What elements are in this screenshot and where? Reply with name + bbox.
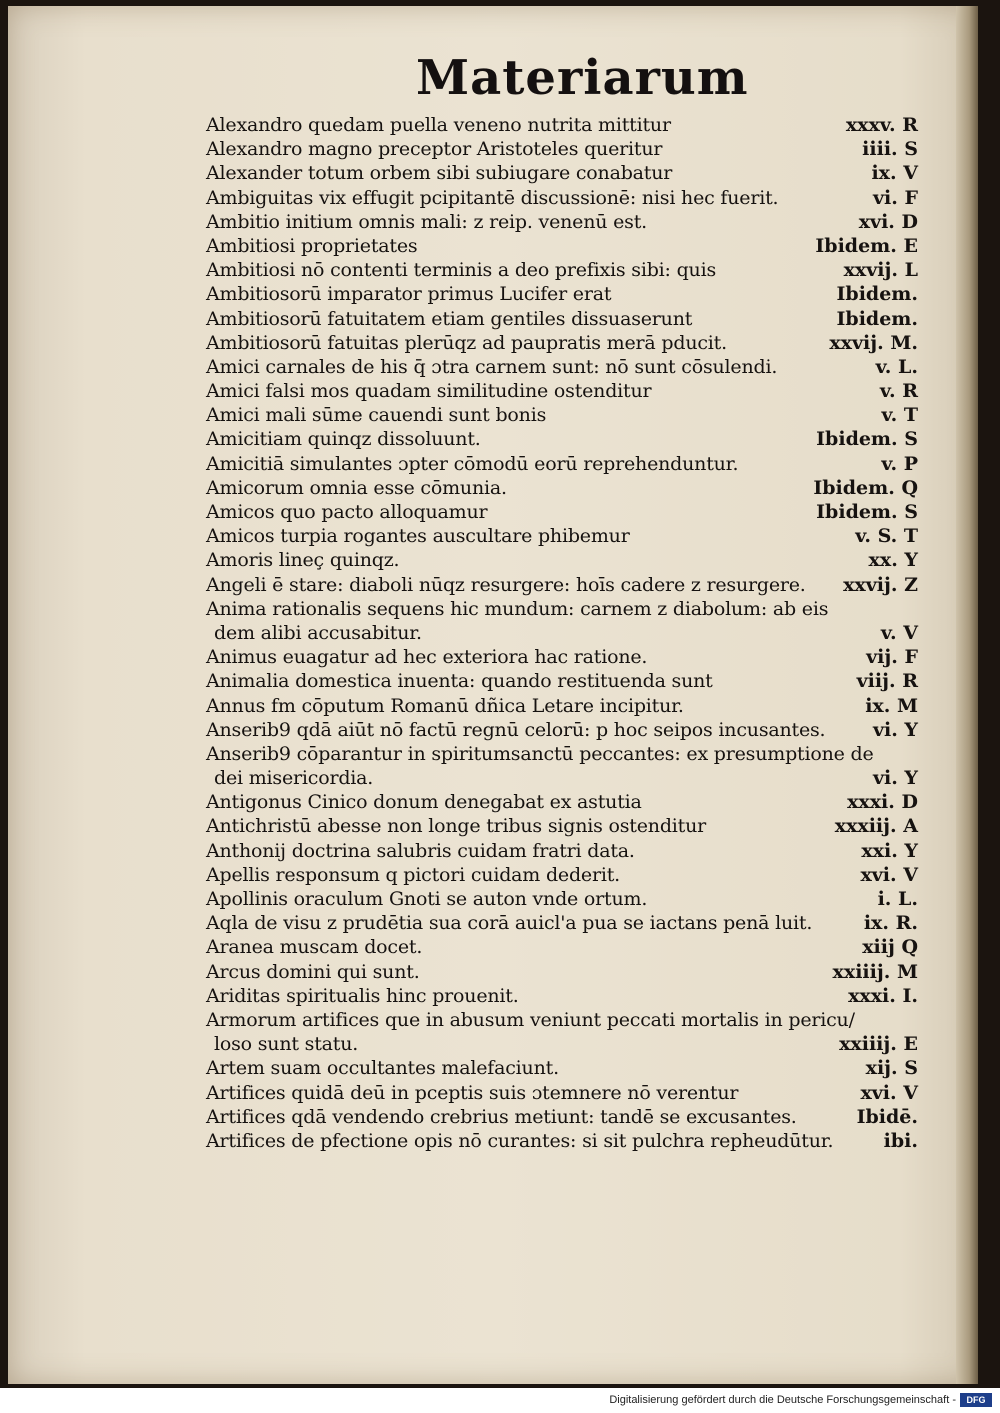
entry-reference: xxxi. D bbox=[847, 791, 918, 814]
entry-reference: xiij Q bbox=[862, 936, 918, 959]
index-entry bbox=[206, 646, 918, 670]
entry-text: dem alibi accusabitur. bbox=[214, 621, 422, 644]
index-entry bbox=[206, 1082, 918, 1106]
entry-reference: v. L. bbox=[875, 355, 918, 378]
entry-reference: xxxiij. A bbox=[834, 815, 918, 838]
entry-reference: ix. M bbox=[865, 694, 918, 717]
entry-reference: vi. F bbox=[873, 186, 918, 209]
index-entry bbox=[206, 404, 918, 428]
entry-reference: xxi. Y bbox=[861, 839, 918, 862]
entry-text: Anserib9 cōparantur in spiritumsanctū peccantes: ex presumptione de bbox=[206, 742, 874, 765]
entry-text: Animus euagatur ad hec exteriora hac ratione. bbox=[206, 646, 648, 669]
index-entry bbox=[206, 356, 918, 380]
index-entry bbox=[206, 1106, 918, 1130]
entry-text: Alexandro quedam puella veneno nutrita mittitur bbox=[206, 114, 671, 136]
entry-text: Ambitio initium omnis mali: z reip. venenū est. bbox=[206, 210, 647, 233]
index-entry bbox=[206, 840, 918, 864]
entry-reference: xxxv. R bbox=[845, 114, 918, 136]
index-entry bbox=[206, 961, 918, 985]
entry-text: Amicos turpia rogantes auscultare phibemur bbox=[206, 525, 630, 548]
index-entry bbox=[206, 815, 918, 839]
entry-reference: xxvij. M. bbox=[829, 331, 918, 354]
entry-reference: xxiiij. E bbox=[839, 1033, 918, 1056]
entry-text: Amicitiam quinqz dissoluunt. bbox=[206, 428, 481, 451]
index-entry bbox=[206, 598, 918, 622]
index-entry bbox=[206, 670, 918, 694]
entry-reference: v. S. T bbox=[855, 525, 918, 548]
entry-text: Ambiguitas vix effugit pcipitantē discussionē: nisi hec fuerit. bbox=[206, 186, 779, 209]
entry-text: Antichristū abesse non longe tribus signis ostenditur bbox=[206, 815, 707, 838]
index-entry bbox=[206, 864, 918, 888]
index-entry bbox=[206, 912, 918, 936]
index-entry bbox=[206, 888, 918, 912]
entry-reference: v. T bbox=[881, 404, 918, 427]
index-entry bbox=[206, 622, 918, 646]
index-entry bbox=[206, 549, 918, 573]
entry-reference: ix. V bbox=[871, 162, 918, 185]
index-entry bbox=[206, 380, 918, 404]
entry-reference: v. V bbox=[880, 621, 918, 644]
index-entry bbox=[206, 138, 918, 162]
entry-text: Anima rationalis sequens hic mundum: carnem z diabolum: ab eis bbox=[206, 597, 829, 620]
entry-reference: Ibidem. bbox=[836, 307, 918, 330]
footer bbox=[0, 1388, 1000, 1413]
entry-reference: v. P bbox=[881, 452, 918, 475]
entry-text: Angeli ē stare: diaboli nūqz resurgere: hoīs cadere z resurgere. bbox=[206, 573, 806, 596]
entry-text: Alexandro magno preceptor Aristoteles queritur bbox=[206, 138, 663, 161]
entry-text: Anserib9 qdā aiūt nō factū regnū celorū: p hoc seipos incusantes. bbox=[206, 718, 826, 741]
index-entry bbox=[206, 477, 918, 501]
index-entry bbox=[206, 308, 918, 332]
entry-text: Artifices quidā deū in pceptis suis ɔtemnere nō verentur bbox=[206, 1081, 739, 1104]
entry-text: Amici falsi mos quadam similitudine ostenditur bbox=[206, 380, 652, 403]
entry-reference: i. L. bbox=[877, 888, 918, 910]
index-entry bbox=[206, 259, 918, 283]
entry-text: Arcus domini qui sunt. bbox=[206, 960, 420, 983]
entry-reference: Ibidem. E bbox=[815, 234, 918, 257]
entry-text: Artifices de pfectione opis nō curantes: si sit pulchra repheudūtur. bbox=[206, 1129, 834, 1152]
entry-text: Amici carnales de his q̄ ɔtra carnem sunt: nō sunt cōsulendi. bbox=[206, 355, 778, 378]
index-list bbox=[206, 114, 918, 1154]
entry-text: Ambitiosorū fatuitatem etiam gentiles dissuaserunt bbox=[206, 307, 693, 330]
index-entry bbox=[206, 332, 918, 356]
entry-text: Armorum artifices que in abusum veniunt peccati mortalis in pericu/ bbox=[206, 1008, 855, 1031]
dfg-logo-icon: DFG bbox=[960, 1393, 992, 1407]
entry-text: Amicorum omnia esse cōmunia. bbox=[206, 476, 507, 499]
index-entry bbox=[206, 162, 918, 186]
entry-reference: xvi. D bbox=[858, 210, 918, 233]
entry-reference: vi. Y bbox=[872, 767, 918, 790]
entry-reference: xxxi. I. bbox=[848, 984, 918, 1007]
entry-reference: vij. F bbox=[866, 646, 918, 669]
index-entry bbox=[206, 453, 918, 477]
entry-text: Anthonij doctrina salubris cuidam fratri data. bbox=[206, 839, 635, 862]
entry-reference: Ibidem. S bbox=[816, 501, 918, 523]
entry-reference: xij. S bbox=[865, 1057, 918, 1080]
book-page bbox=[8, 6, 978, 1384]
entry-text: Ambitiosi proprietates bbox=[206, 234, 418, 257]
entry-text: Aqla de visu z prudētia sua corā auicl'a pua se iactans penā luit. bbox=[206, 912, 813, 935]
entry-text: Artem suam occultantes malefaciunt. bbox=[206, 1057, 559, 1080]
entry-reference: Ibidē. bbox=[856, 1105, 918, 1128]
index-entry bbox=[206, 187, 918, 211]
index-entry bbox=[206, 525, 918, 549]
entry-reference: v. R bbox=[879, 380, 918, 403]
index-entry bbox=[206, 695, 918, 719]
entry-text: Annus fm cōputum Romanū dñica Letare incipitur. bbox=[206, 694, 684, 717]
entry-text: Animalia domestica inuenta: quando restituenda sunt bbox=[206, 670, 713, 693]
entry-reference: Ibidem. Q bbox=[813, 476, 918, 499]
index-entry bbox=[206, 791, 918, 815]
entry-reference: xxvij. Z bbox=[843, 573, 918, 596]
index-entry bbox=[206, 1009, 918, 1033]
entry-reference: xvi. V bbox=[860, 863, 918, 886]
index-entry bbox=[206, 501, 918, 525]
entry-reference: ibi. bbox=[883, 1129, 918, 1152]
index-entry bbox=[206, 283, 918, 307]
entry-reference: xxiiij. M bbox=[832, 960, 918, 983]
entry-reference: viij. R bbox=[856, 670, 918, 693]
index-entry bbox=[206, 1130, 918, 1154]
index-entry bbox=[206, 1033, 918, 1057]
entry-text: Amoris lineç quinqz. bbox=[206, 549, 400, 572]
index-entry bbox=[206, 767, 918, 791]
index-entry bbox=[206, 1057, 918, 1081]
entry-text: Amicos quo pacto alloquamur bbox=[206, 501, 488, 523]
entry-text: Ariditas spiritualis hinc prouenit. bbox=[206, 984, 519, 1007]
index-entry bbox=[206, 985, 918, 1009]
entry-text: Apollinis oraculum Gnoti se auton vnde ortum. bbox=[206, 888, 648, 910]
entry-text: Ambitiosi nō contenti terminis a deo prefixis sibi: quis bbox=[206, 259, 717, 282]
entry-reference: xxvij. L bbox=[843, 259, 918, 282]
entry-text: Antigonus Cinico donum denegabat ex astutia bbox=[206, 791, 642, 814]
entry-text: Amici mali sūme cauendi sunt bonis bbox=[206, 404, 547, 427]
page-edge bbox=[956, 6, 978, 1384]
entry-text: Apellis responsum q pictori cuidam dederit. bbox=[206, 863, 621, 886]
entry-text: dei misericordia. bbox=[214, 767, 374, 790]
entry-text: loso sunt statu. bbox=[214, 1033, 359, 1056]
entry-reference: ix. R. bbox=[863, 912, 918, 935]
index-entry bbox=[206, 428, 918, 452]
index-entry bbox=[206, 743, 918, 767]
entry-reference: Ibidem. bbox=[836, 283, 918, 306]
entry-reference: xvi. V bbox=[860, 1081, 918, 1104]
entry-reference: Ibidem. S bbox=[816, 428, 918, 451]
page-title: Materiarum bbox=[416, 50, 749, 106]
entry-reference: vi. Y bbox=[872, 718, 918, 741]
index-entry bbox=[206, 574, 918, 598]
entry-text: Ambitiosorū imparator primus Lucifer erat bbox=[206, 283, 612, 306]
entry-text: Alexander totum orbem sibi subiugare conabatur bbox=[206, 162, 673, 185]
entry-reference: iiii. S bbox=[862, 138, 918, 161]
entry-text: Aranea muscam docet. bbox=[206, 936, 423, 959]
index-entry bbox=[206, 719, 918, 743]
entry-text: Ambitiosorū fatuitas plerūqz ad paupratis merā pducit. bbox=[206, 331, 727, 354]
entry-text: Artifices qdā vendendo crebrius metiunt: tandē se excusantes. bbox=[206, 1105, 797, 1128]
funding-credit: Digitalisierung gefördert durch die Deutsche Forschungsgemeinschaft - bbox=[609, 1394, 956, 1406]
entry-reference: xx. Y bbox=[868, 549, 918, 572]
index-entry bbox=[206, 235, 918, 259]
index-entry bbox=[206, 211, 918, 235]
entry-text: Amicitiā simulantes ɔpter cōmodū eorū reprehenduntur. bbox=[206, 452, 739, 475]
index-entry bbox=[206, 936, 918, 960]
index-entry bbox=[206, 114, 918, 138]
